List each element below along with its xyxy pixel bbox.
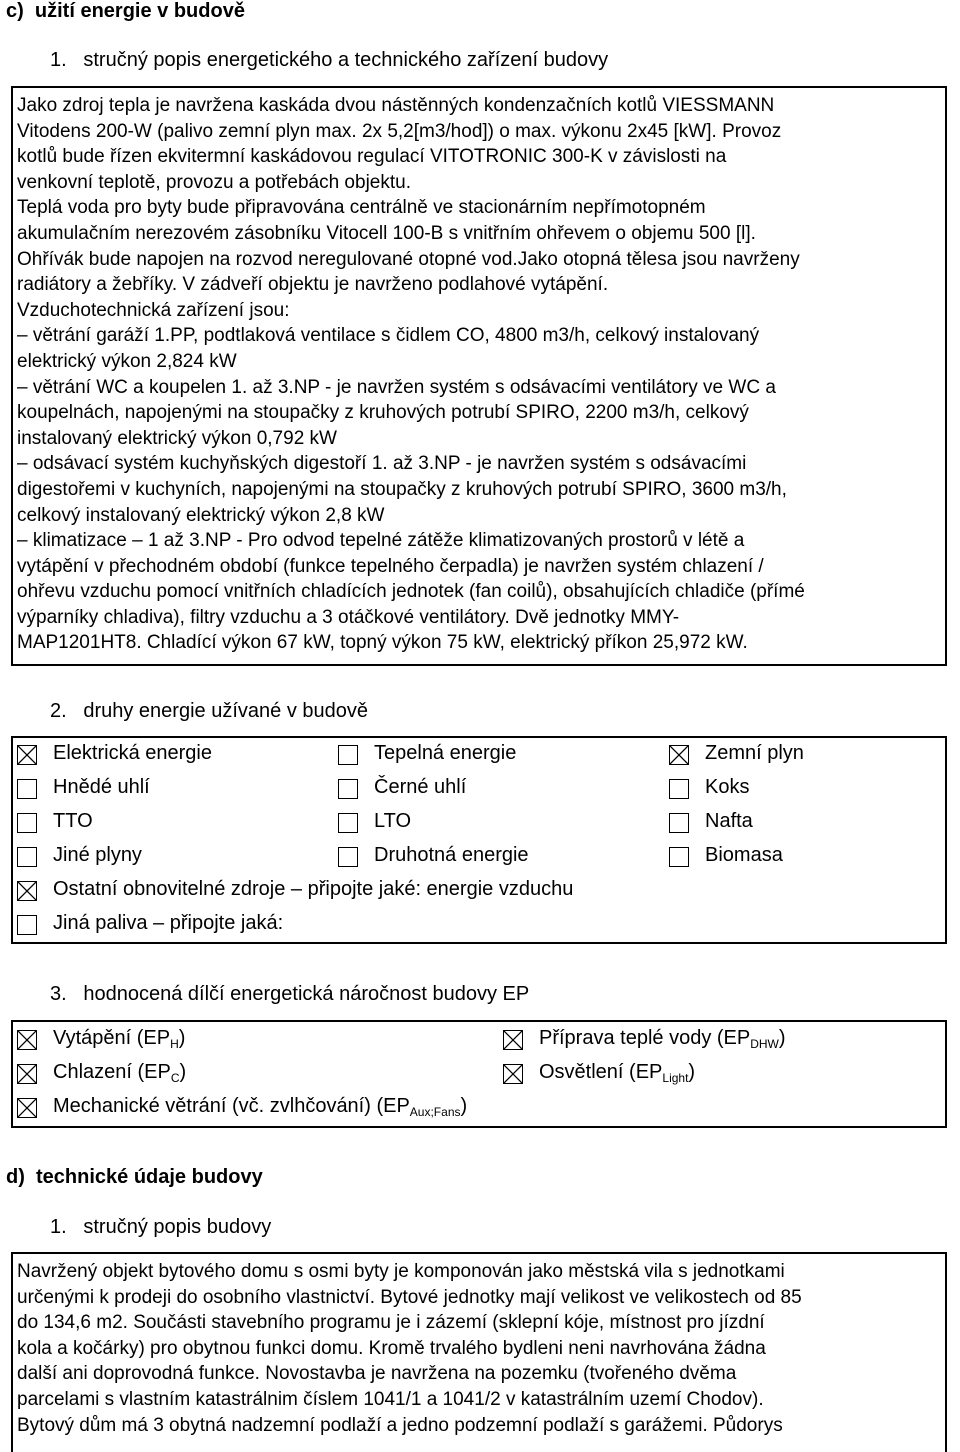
text-line: kola a kočárky) pro obytnou funkci domu. Kromě trvalého bydleni neni navrhována žádna (17, 1337, 766, 1359)
label-cerne-uhli: Černé uhlí (374, 776, 467, 798)
label-biomasa: Biomasa (705, 844, 783, 866)
text-line: Bytový dům má 3 obytná nadzemní podlaží a jedno podzemní podlaží s garážemi. Půdorys (17, 1414, 783, 1436)
label-tepelna-energie: Tepelná energie (374, 742, 517, 764)
building-description-box (11, 1252, 947, 1452)
label-tto: TTO (53, 810, 93, 832)
checkbox-nafta[interactable] (669, 813, 689, 833)
energy-description-box (11, 86, 947, 666)
label-jine-plyny: Jiné plyny (53, 844, 142, 866)
cross-mark-icon (18, 746, 36, 764)
text-line: Teplá voda pro byty bude připravována centrálně ve stacionárním nepřímotopném (17, 197, 706, 219)
checkbox-hnede-uhli[interactable] (17, 779, 37, 799)
cross-mark-icon (18, 1031, 36, 1049)
checkbox-jine-plyny[interactable] (17, 847, 37, 867)
text-line: – větrání WC a koupelen 1. až 3.NP - je navržen systém s odsávacími ventilátory ve WC a (17, 376, 776, 398)
checkbox-ep-chlazeni[interactable] (17, 1064, 37, 1084)
label-koks: Koks (705, 776, 750, 798)
text-line: – větrání garáží 1.PP, podtlaková ventilace s čidlem CO, 4800 m3/h, celkový instalovaný (17, 325, 760, 347)
text-line: výparníky chladiva), filtry vzduchu a 3 otáčkové ventilátory. Dvě jednotky MMY- (17, 606, 680, 628)
section-c-subheading-2: 2. druhy energie užívané v budově (50, 700, 368, 722)
label-ep-vytapeni: Vytápění $(EP_H)$ (53, 1027, 186, 1051)
checkbox-druhotna-energie[interactable] (338, 847, 358, 867)
checkbox-ep-mechanicke-vetrani[interactable] (17, 1098, 37, 1118)
text-line: Vitodens 200-W (palivo zemní plyn max. 2x 5,2[m3/hod]) o max. výkonu 2x45 [kW]. Provoz (17, 120, 782, 142)
text-line: instalovaný elektrický výkon 0,792 kW (17, 427, 337, 449)
label-hnede-uhli: Hnědé uhlí (53, 776, 150, 798)
text-line: venkovní teplotě, provozu a potřebách objektu. (17, 171, 411, 193)
label-jina-paliva: Jiná paliva – připojte jaká: (53, 912, 284, 934)
section-c-subheading-1: 1. stručný popis energetického a technického zařízení budovy (50, 49, 609, 71)
text-line: ohřevu vzduchu pomocí vnitřních chladících jednotek (fan coilů), obsahujících chladiče (přímé (17, 581, 805, 603)
cross-mark-icon (670, 746, 688, 764)
text-line: určenými k prodeji do osobního vlastnictví. Bytové jednotky mají velikost ve velikostech od 85 (17, 1286, 802, 1308)
cross-mark-icon (504, 1065, 522, 1083)
label-nafta: Nafta (705, 810, 753, 832)
checkbox-ep-osvetleni[interactable] (503, 1064, 523, 1084)
checkbox-zemni-plyn[interactable] (669, 745, 689, 765)
section-d-title: d) technické údaje budovy (6, 1166, 263, 1188)
label-ep-osvetleni: Osvětlení $(EP_{Light})$ (539, 1061, 696, 1085)
text-line: radiátory a žebříky. V zádveří objektu je navrženo podlahové vytápění. (17, 274, 609, 296)
text-line: MAP1201HT8. Chladící výkon 67 kW, topný výkon 75 kW, elektrický příkon 25,972 kW. (17, 632, 748, 654)
section-d-subheading-1: 1. stručný popis budovy (50, 1216, 272, 1238)
text-line: vytápění v přechodném období (funkce tepelného čerpadla) je navržen systém chlazení / (17, 555, 764, 577)
checkbox-elektricka-energie[interactable] (17, 745, 37, 765)
label-ep-tepla-voda: Příprava teplé vody $(EP_{DHW})$ (539, 1027, 786, 1051)
checkbox-jina-paliva[interactable] (17, 915, 37, 935)
cross-mark-icon (18, 1065, 36, 1083)
label-zemni-plyn: Zemní plyn (705, 742, 804, 764)
checkbox-cerne-uhli[interactable] (338, 779, 358, 799)
checkbox-tto[interactable] (17, 813, 37, 833)
cross-mark-icon (18, 882, 36, 900)
text-line: Ohřívák bude napojen na rozvod neregulované otopné vod.Jako otopná tělesa jsou navrženy (17, 248, 800, 270)
cross-mark-icon (18, 1099, 36, 1117)
label-ep-mechanicke-vetrani: Mechanické větrání (vč. zvlhčování) $(EP_{Aux;Fans})$ (53, 1095, 468, 1119)
cross-mark-icon (504, 1031, 522, 1049)
text-line: celkový instalovaný elektrický výkon 2,8 kW (17, 504, 385, 526)
text-line: elektrický výkon 2,824 kW (17, 350, 237, 372)
text-line: – klimatizace – 1 až 3.NP - Pro odvod tepelné zátěže klimatizovaných prostorů v létě a (17, 530, 745, 552)
checkbox-koks[interactable] (669, 779, 689, 799)
checkbox-ep-vytapeni[interactable] (17, 1030, 37, 1050)
label-druhotna-energie: Druhotná energie (374, 844, 529, 866)
label-ep-chlazeni: Chlazení $(EP_C)$ (53, 1061, 187, 1085)
checkbox-ep-tepla-voda[interactable] (503, 1030, 523, 1050)
text-line: Vzduchotechnická zařízení jsou: (17, 299, 290, 321)
text-line: kotlů bude řízen ekvitermní kaskádovou regulací VITOTRONIC 300-K v závislosti na (17, 146, 727, 168)
label-ostatni-obnovitelne: Ostatní obnovitelné zdroje – připojte jaké: energie vzduchu (53, 878, 574, 900)
text-line: – odsávací systém kuchyňských digestoří 1. až 3.NP - je navržen systém s odsávacími (17, 453, 747, 475)
text-line: digestořemi v kuchyních, napojenými na stoupačky z kruhových potrubí SPIRO, 3600 m3/h, (17, 478, 787, 500)
text-line: Navržený objekt bytového domu s osmi byty je komponován jako městská vila s jednotkami (17, 1261, 785, 1282)
label-lto: LTO (374, 810, 412, 832)
checkbox-biomasa[interactable] (669, 847, 689, 867)
label-elektricka-energie: Elektrická energie (53, 742, 212, 764)
text-line: koupelnách, napojenými na stoupačky z kruhových potrubí SPIRO, 2200 m3/h, celkový (17, 402, 749, 424)
checkbox-lto[interactable] (338, 813, 358, 833)
checkbox-ostatni-obnovitelne[interactable] (17, 881, 37, 901)
text-line: parcelami s vlastním katastrálnim číslem 1041/1 a 1041/2 v katastrálním uzemí Chodov). (17, 1388, 764, 1410)
text-line: další ani doprovodná funkce. Novostavba je navržena na pozemku (tvořeného dvěma (17, 1363, 737, 1385)
text-line: Jako zdroj tepla je navržena kaskáda dvou nástěnných kondenzačních kotlů VIESSMANN (17, 95, 775, 116)
section-c-title: c) užití energie v budově (6, 0, 245, 22)
text-line: do 134,6 m2. Součásti stavebního programu je i zázemí (sklepní kóje, místnost pro jízdní (17, 1312, 765, 1334)
section-c-subheading-3: 3. hodnocená dílčí energetická náročnost budovy EP (50, 983, 530, 1005)
checkbox-tepelna-energie[interactable] (338, 745, 358, 765)
text-line: akumulačním nerezovém zásobníku Vitocell 100-B s vnitřním ohřevem o objemu 500 [l]. (17, 222, 756, 244)
